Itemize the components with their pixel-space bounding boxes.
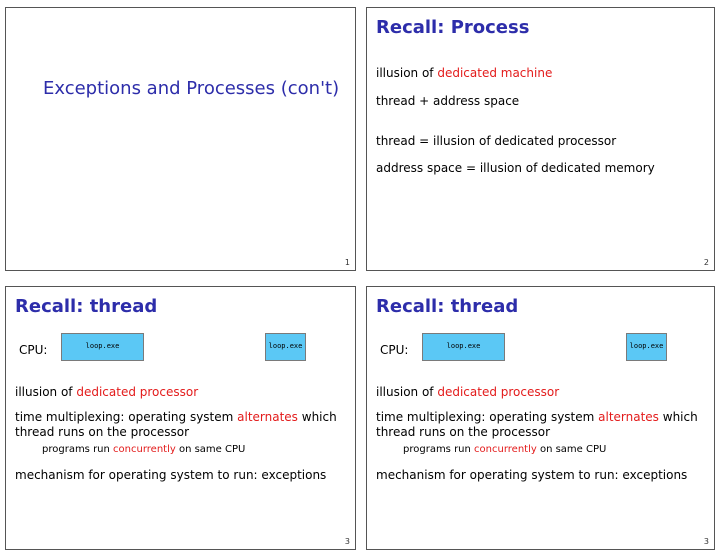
highlight-text: alternates <box>237 410 298 424</box>
slide-1 <box>5 7 356 271</box>
highlight-text: dedicated processor <box>76 385 199 399</box>
cpu-timeslice-block: loop.exe <box>61 333 144 361</box>
page-number: 3 <box>703 537 709 546</box>
slide-4 <box>366 286 715 550</box>
text-line: thread runs on the processor <box>376 425 551 439</box>
cpu-label: CPU: <box>380 343 409 357</box>
text-prefix: time multiplexing: operating system <box>15 410 238 424</box>
text-suffix: on same CPU <box>175 444 246 455</box>
text-suffix: which <box>658 410 698 424</box>
text-prefix: illusion of <box>376 385 438 399</box>
text-line: thread + address space <box>376 94 520 108</box>
text-line: mechanism for operating system to run: exceptions <box>15 468 327 482</box>
text-suffix: which <box>297 410 337 424</box>
text-prefix: programs run <box>42 444 114 455</box>
text-prefix: illusion of <box>376 66 438 80</box>
cpu-timeslice-block: loop.exe <box>422 333 505 361</box>
highlight-text: concurrently <box>113 444 176 455</box>
highlight-text: dedicated processor <box>437 385 560 399</box>
page-number: 1 <box>344 258 350 267</box>
text-line <box>376 66 552 80</box>
sub-bullet <box>403 444 606 455</box>
slide-3 <box>5 286 356 550</box>
page-number: 2 <box>703 258 709 267</box>
slide-title: Recall: Process <box>376 17 530 38</box>
highlight-text: concurrently <box>474 444 537 455</box>
cpu-timeslice-block: loop.exe <box>626 333 667 361</box>
text-prefix: programs run <box>403 444 475 455</box>
text-prefix: illusion of <box>15 385 77 399</box>
text-line <box>376 410 698 424</box>
text-line: thread = illusion of dedicated processor <box>376 134 617 148</box>
highlight-text: alternates <box>598 410 659 424</box>
slide-title: Recall: thread <box>376 296 519 317</box>
sub-bullet <box>42 444 245 455</box>
text-line: address space = illusion of dedicated memory <box>376 161 655 175</box>
page-number: 3 <box>344 537 350 546</box>
text-line: mechanism for operating system to run: exceptions <box>376 468 688 482</box>
text-prefix: time multiplexing: operating system <box>376 410 599 424</box>
highlight-text: dedicated machine <box>437 66 553 80</box>
text-line: thread runs on the processor <box>15 425 190 439</box>
cpu-timeslice-block: loop.exe <box>265 333 306 361</box>
text-line <box>15 410 337 424</box>
slide-2 <box>366 7 715 271</box>
slide-title: Recall: thread <box>15 296 158 317</box>
cpu-label: CPU: <box>19 343 48 357</box>
slide-title: Exceptions and Processes (con't) <box>43 78 340 99</box>
text-suffix: on same CPU <box>536 444 607 455</box>
text-line <box>376 385 559 399</box>
text-line <box>15 385 198 399</box>
